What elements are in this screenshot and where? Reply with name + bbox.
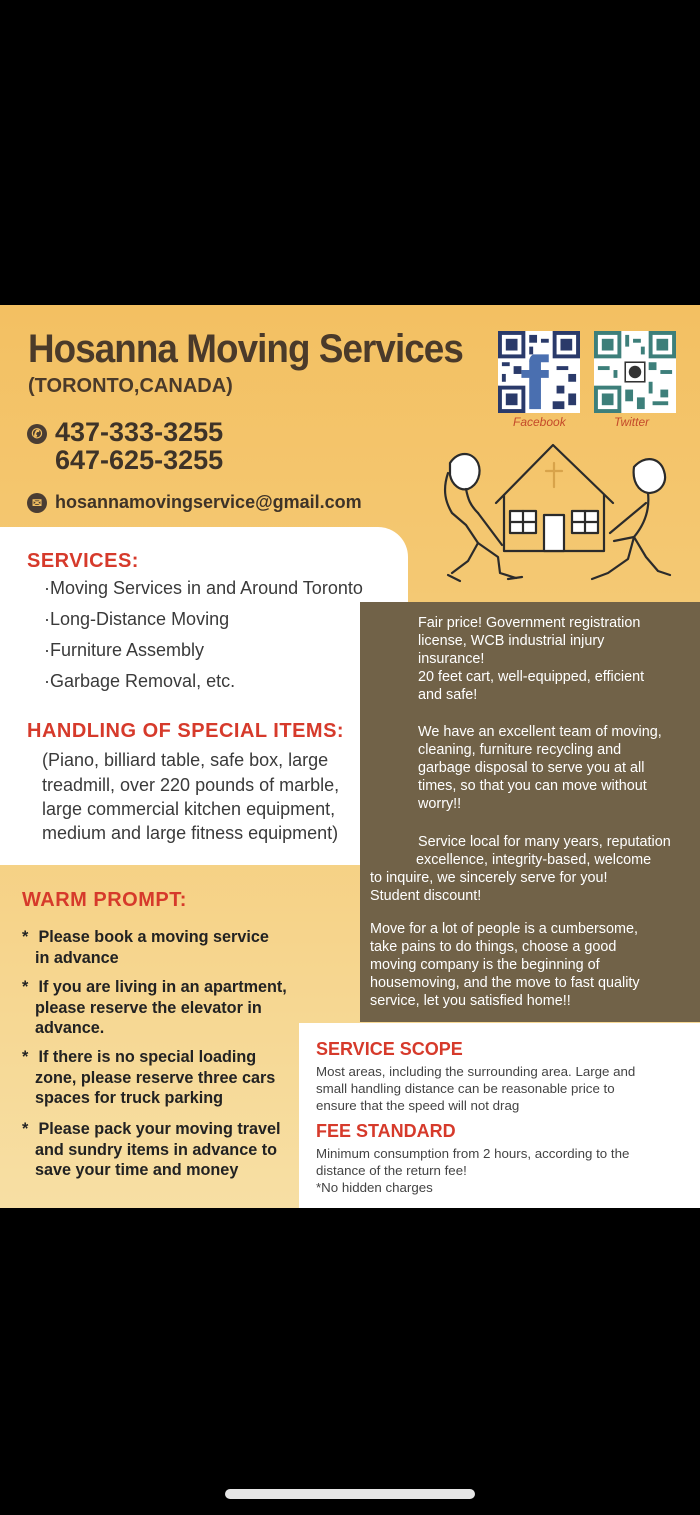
service-item: ·Furniture Assembly [44, 640, 205, 660]
phone-icon: ✆ [27, 424, 47, 444]
highlight-line: license, WCB industrial injury [418, 633, 605, 649]
twitter-qr-code[interactable] [594, 331, 676, 413]
phone-secondary: 647-625-3255 [55, 445, 224, 475]
highlight-line: service, let you satisfied home!! [370, 993, 571, 1009]
highlight-line: Move for a lot of people is a cumbersome, [370, 921, 638, 937]
service-item: ·Long-Distance Moving [44, 609, 230, 629]
warm-prompt-item: * If there is no special loading zone, please reserve three cars spaces for truck parking [22, 1048, 276, 1107]
envelope-icon: ✉ [27, 493, 47, 513]
special-items-title: HANDLING OF SPECIAL ITEMS: [27, 720, 345, 742]
phone-primary: 437-333-3255 [55, 417, 224, 447]
highlight-line: garbage disposal to serve you at all [418, 760, 645, 776]
highlight-line: moving company is the beginning of [370, 957, 600, 973]
highlight-line: take pains to do things, choose a good [370, 939, 617, 955]
flyer-image [0, 305, 700, 1208]
highlight-line: Service local for many years, reputation [418, 834, 671, 850]
scope-fee-panel [299, 1023, 700, 1208]
highlight-line: times, so that you can move without [418, 778, 647, 794]
highlight-line: excellence, integrity-based, welcome [416, 852, 652, 868]
warm-prompt-title: WARM PROMPT: [22, 889, 187, 911]
highlight-line: Fair price! Government registration [418, 615, 641, 631]
highlight-line: 20 feet cart, well-equipped, efficient [418, 669, 645, 685]
facebook-qr-code[interactable] [498, 331, 580, 413]
warm-prompt-item: * If you are living in an apartment, please reserve the elevator in advance. [22, 978, 287, 1037]
home-indicator-bar[interactable] [225, 1489, 475, 1499]
service-item: ·Moving Services in and Around Toronto [44, 578, 363, 598]
service-scope-line: small handling distance can be reasonable price to [316, 1081, 615, 1096]
phone-primary-row [27, 417, 223, 448]
warm-prompt-item: * Please book a moving service in advance [22, 928, 269, 967]
twitter-label: Twitter [614, 415, 650, 429]
services-title: SERVICES: [27, 550, 139, 572]
movers-carrying-house-illustration [438, 433, 673, 593]
highlight-line: insurance! [418, 651, 485, 667]
service-scope-title: SERVICE SCOPE [316, 1039, 463, 1059]
facebook-label: Facebook [513, 415, 566, 429]
service-scope-line: ensure that the speed will not drag [316, 1098, 520, 1113]
highlight-line: We have an excellent team of moving, [418, 724, 662, 740]
highlight-line: housemoving, and the move to fast quality [370, 975, 640, 991]
email-row [27, 492, 362, 513]
special-items-line: large commercial kitchen equipment, [42, 799, 336, 819]
highlight-line: to inquire, we sincerely serve for you! [370, 870, 608, 886]
highlight-line: and safe! [418, 687, 478, 703]
company-location: (TORONTO,CANADA) [28, 375, 233, 397]
special-items-line: (Piano, billiard table, safe box, large [42, 750, 329, 770]
fee-standard-line: Minimum consumption from 2 hours, according to the [316, 1146, 630, 1161]
highlight-line: worry!! [418, 796, 462, 812]
service-item: ·Garbage Removal, etc. [44, 671, 236, 691]
phone-secondary-row [55, 445, 223, 476]
special-items-line: treadmill, over 220 pounds of marble, [42, 775, 340, 795]
special-items-line: medium and large fitness equipment) [42, 823, 339, 843]
fee-standard-line: distance of the return fee! [316, 1163, 467, 1178]
highlight-line: Student discount! [370, 888, 482, 904]
service-scope-line: Most areas, including the surrounding area. Large and [316, 1064, 636, 1079]
fee-standard-line: *No hidden charges [316, 1180, 433, 1195]
company-name: Hosanna Moving Services [28, 327, 463, 371]
highlight-line: cleaning, furniture recycling and [418, 742, 622, 758]
fee-standard-title: FEE STANDARD [316, 1121, 456, 1141]
warm-prompt-item: * Please pack your moving travel and sundry items in advance to save your time and money [22, 1120, 281, 1179]
email-address: hosannamovingservice@gmail.com [55, 492, 362, 512]
